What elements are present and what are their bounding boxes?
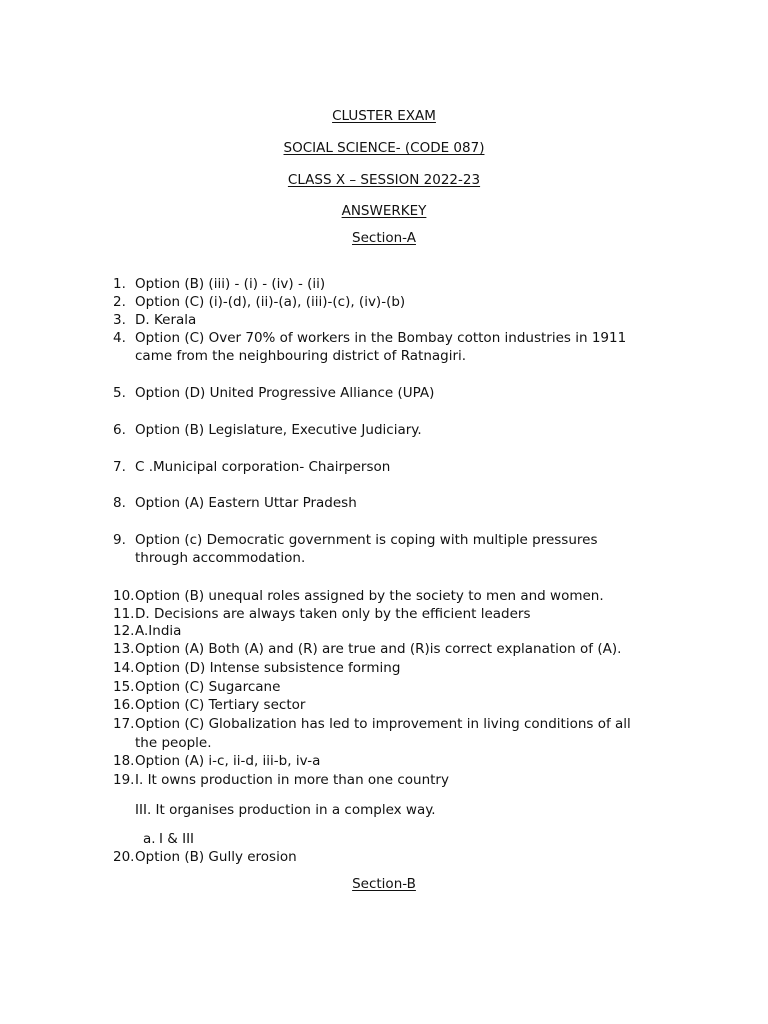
subject-title: SOCIAL SCIENCE- (CODE 087)	[283, 140, 485, 156]
class-session-title: CLASS X – SESSION 2022-23	[287, 172, 481, 188]
section-b-heading: Section-B	[352, 876, 416, 892]
section-a-heading: Section-A	[352, 230, 416, 246]
document-type-title: ANSWERKEY	[341, 203, 427, 219]
answer-key-page: CLUSTER EXAM SOCIAL SCIENCE- (CODE 087) CLASS X – SESSION 2022-23 ANSWERKEY Section-A 1. Option (B) (iii) - (i) - (iv) - (ii) 2. Option (C) (i)-(d), (ii)-(a), (iii)-(c), (iv)-(b) 3. D. Kerala 4. Option (C) Over 70% of workers in the Bombay cotton industries in 1911 came from the neighbouring district of Ratnagiri. 5. Option (D) United Progressive Alliance (UPA) 6. Option (B) Legislature, Executive Judiciary. 7. C .Municipal corporation- Chairperson 8. Option (A) Eastern Uttar Pradesh 9. Option (c) Democratic government is coping with multiple pressures through accommodation. 10. Option (B) unequal roles assigned by the society to men and women. 11. D. Decisions are always taken only by the efficient leaders 12. A.India 13. Option (A) Both (A) and (R) are true and (R)is correct explanation of (A). 14. Option (D) Intense subsistence forming 15. Option (C) Sugarcane 16. Option (C) Tertiary sector 17. Option (C) Globalization has led to improvement in living conditions of all the people. 18. Option (A) i-c, ii-d, iii-b, iv-a 19. I. It owns production in more than one country III. It organises production in a complex way. a. I & III 20. Option (B) Gully erosion Section-B	[0, 0, 768, 1024]
exam-title: CLUSTER EXAM	[332, 108, 436, 124]
